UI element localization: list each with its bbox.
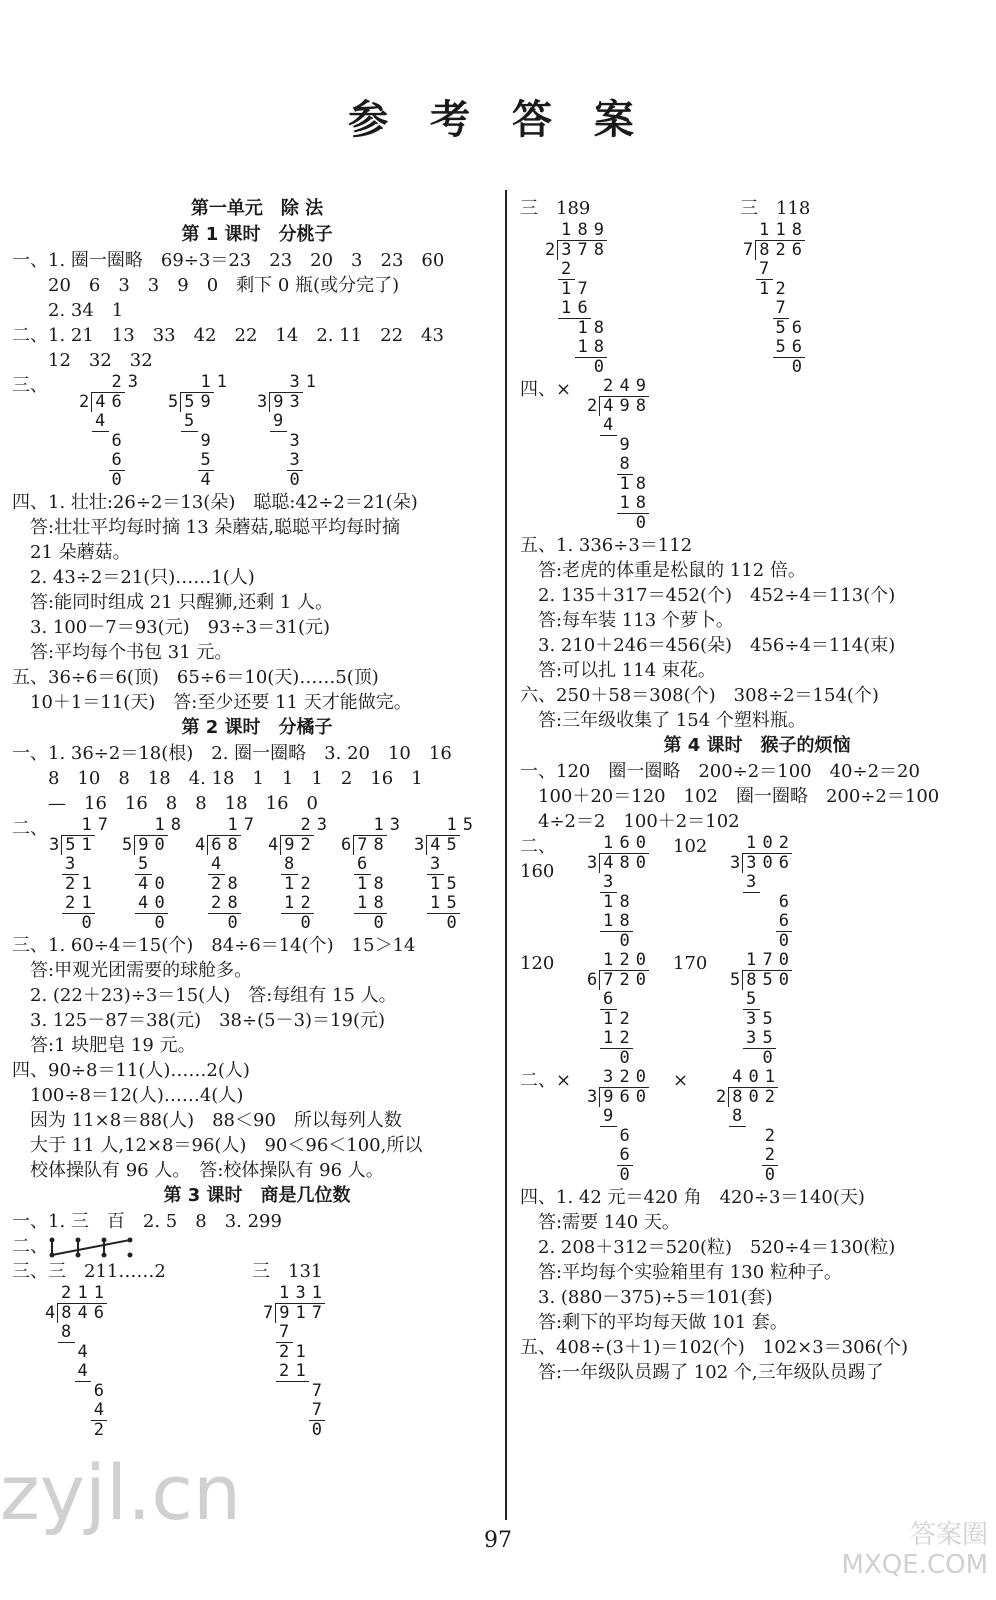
column-divider bbox=[505, 190, 507, 1520]
text-line: 答:壮壮平均每时摘 13 朵蘑菇,聪聪平均每时摘 bbox=[12, 517, 401, 538]
unit-heading: 第一单元 除 法 bbox=[190, 198, 324, 219]
text-line: 四、90÷8＝11(人)……2(人) bbox=[12, 1060, 250, 1081]
division-group bbox=[252, 1259, 349, 1440]
text-line: 3. 125－87＝38(元) 38÷(5－3)＝19(元) bbox=[12, 1010, 385, 1031]
section-label: 二、 bbox=[12, 818, 48, 839]
lesson-3-heading: 第 3 课时 商是几位数 bbox=[163, 1185, 351, 1206]
text-line: 20 6 3 3 9 0 剩下 0 瓶(或分完了) bbox=[12, 275, 400, 296]
text-line: 3. 100－7＝93(元) 93÷3＝31(元) bbox=[12, 617, 331, 638]
long-division: 1 7 3 5 1 3 2 1 2 1 0 bbox=[49, 815, 108, 933]
long-division: 2 4 9 2 4 9 8 4 9 8 1 8 1 8 0 bbox=[584, 377, 649, 533]
long-division: 1 6 0 3 4 8 0 3 1 8 1 8 0 bbox=[584, 834, 649, 951]
text-line: 2. 34 1 bbox=[12, 300, 124, 321]
section-label: × bbox=[673, 1070, 689, 1091]
text-line: 一、120 圈一圈略 200÷2＝100 40÷2＝20 bbox=[520, 761, 920, 782]
division-group bbox=[740, 196, 829, 377]
text-line: 二、1. 21 13 33 42 22 14 2. 11 22 43 bbox=[12, 325, 444, 346]
long-division: 1 3 1 7 9 1 7 7 2 1 2 1 7 7 0 bbox=[260, 1284, 325, 1440]
text-line: 2. 43÷2＝21(只)……1(人) bbox=[12, 567, 255, 588]
lesson-2-lines bbox=[12, 741, 502, 816]
long-division-row bbox=[12, 816, 502, 933]
long-division: 1 8 9 2 3 7 8 2 1 7 1 6 1 8 1 8 0 bbox=[542, 221, 607, 377]
section-label: 三、三 211……2 bbox=[12, 1261, 166, 1282]
matching-lines-figure bbox=[48, 1235, 138, 1259]
section-label: 120 bbox=[520, 953, 555, 974]
long-division: 1 1 5 5 9 5 9 5 4 bbox=[168, 372, 227, 490]
text-line: 答:老虎的体重是松鼠的 112 倍。 bbox=[520, 560, 806, 581]
text-line: — 16 16 8 8 18 16 0 bbox=[12, 793, 318, 814]
text-line: 100＋20＝120 102 圈一圈略 200÷2＝100 bbox=[520, 786, 940, 807]
section-label: 170 bbox=[673, 953, 708, 974]
section-label: 四、× bbox=[520, 379, 572, 400]
page-title: 参 考 答 案 bbox=[348, 96, 648, 143]
long-division-row bbox=[520, 834, 994, 951]
right-answers-1 bbox=[520, 533, 994, 733]
section-label: 三 189 bbox=[520, 198, 591, 219]
text-line: 答:剩下的平均每天做 101 套。 bbox=[520, 1312, 788, 1333]
long-division: 2 3 4 9 2 8 1 2 1 2 0 bbox=[268, 815, 327, 933]
text-line: 校体操队有 96 人。 答:校体操队有 96 人。 bbox=[12, 1160, 384, 1181]
right-answers-2 bbox=[520, 1185, 994, 1385]
long-division: 1 1 8 7 8 2 6 7 1 2 7 5 6 5 6 0 bbox=[740, 221, 805, 377]
long-division: 3 1 3 9 3 9 3 3 0 bbox=[257, 372, 316, 490]
long-division: 2 3 2 4 6 4 6 6 0 bbox=[79, 372, 138, 490]
long-division: 1 3 6 7 8 6 1 8 1 8 0 bbox=[341, 815, 400, 933]
long-division: 1 7 0 5 8 5 0 5 3 5 3 5 0 bbox=[727, 951, 792, 1068]
lesson-2-heading: 第 2 课时 分橘子 bbox=[181, 717, 333, 738]
left-column bbox=[12, 196, 502, 1440]
section-label: 三 118 bbox=[740, 198, 811, 219]
text-line: 四、1. 42 元＝420 角 420÷3＝140(天) bbox=[520, 1187, 865, 1208]
text-line: 答:可以扎 114 束花。 bbox=[520, 660, 716, 681]
section-label: 二、× bbox=[520, 1070, 572, 1091]
text-line: 一、1. 36÷2＝18(根) 2. 圈一圈略 3. 20 10 16 bbox=[12, 743, 452, 764]
text-line: 大于 11 人,12×8＝96(人) 90＜96＜100,所以 bbox=[12, 1135, 423, 1156]
lesson-2-answers bbox=[12, 933, 502, 1183]
watermark-right: 答案圈 MXQE.COM bbox=[841, 1520, 988, 1580]
long-division: 1 7 4 6 8 4 2 8 2 8 0 bbox=[195, 815, 254, 933]
text-line: 2. (22＋23)÷3＝15(人) 答:每组有 15 人。 bbox=[12, 985, 397, 1006]
section-label: 102 bbox=[673, 836, 708, 857]
text-line: 答:一年级队员踢了 102 个,三年级队员踢了 bbox=[520, 1362, 884, 1383]
text-line: 12 32 32 bbox=[12, 350, 153, 371]
long-division: 1 8 5 9 0 5 4 0 4 0 0 bbox=[122, 815, 181, 933]
text-line: 答:能同时组成 21 只醒狮,还剩 1 人。 bbox=[12, 592, 334, 613]
lesson-1-answers bbox=[12, 490, 502, 715]
text-line: 100÷8＝12(人)……4(人) bbox=[12, 1085, 244, 1106]
text-line: 3. 210＋246＝456(朵) 456÷4＝114(束) bbox=[520, 635, 896, 656]
text-line: 2. 208＋312＝520(粒) 520÷4＝130(粒) bbox=[520, 1237, 896, 1258]
text-line: 答:三年级收集了 154 个塑料瓶。 bbox=[520, 710, 806, 731]
text-line: 三、1. 60÷4＝15(个) 84÷6＝14(个) 15＞14 bbox=[12, 935, 416, 956]
text-line: 答:平均每个实验箱里有 130 粒种子。 bbox=[520, 1262, 842, 1283]
text-line: 10＋1＝11(天) 答:至少还要 11 天才能做完。 bbox=[12, 692, 412, 713]
text-line: 答:每车装 113 个萝卜。 bbox=[520, 610, 734, 631]
text-line: 一、1. 圈一圈略 69÷3＝23 23 20 3 23 60 bbox=[12, 250, 445, 271]
text-line: 3. (880－375)÷5＝101(套) bbox=[520, 1287, 773, 1308]
section-label: 三 131 bbox=[252, 1261, 323, 1282]
section-label: 三、 bbox=[12, 375, 48, 396]
lesson-1-lines bbox=[12, 248, 502, 373]
text-line: 答:1 块肥皂 19 元。 bbox=[12, 1035, 196, 1056]
text-line: 4÷2＝2 100＋2＝102 bbox=[520, 811, 740, 832]
long-division-row bbox=[520, 951, 994, 1068]
long-division: 4 0 1 2 8 0 2 8 2 2 0 bbox=[713, 1068, 778, 1185]
text-line: 六、250＋58＝308(个) 308÷2＝154(个) bbox=[520, 685, 879, 706]
long-division: 1 2 0 6 7 2 0 6 1 2 1 2 0 bbox=[584, 951, 649, 1068]
page-number: 97 bbox=[484, 1528, 512, 1553]
text-line: 五、1. 336÷3＝112 bbox=[520, 535, 693, 556]
text-line: 答:甲观光团需要的球舱多。 bbox=[12, 960, 253, 981]
matching-line bbox=[12, 1234, 502, 1259]
text-line: 答:需要 140 天。 bbox=[520, 1212, 680, 1233]
division-group bbox=[12, 1259, 252, 1440]
long-division-row bbox=[520, 196, 994, 377]
text-line: 五、408÷(3＋1)＝102(个) 102×3＝306(个) bbox=[520, 1337, 909, 1358]
long-division-row bbox=[520, 1068, 994, 1185]
lesson-1-heading: 第 1 课时 分桃子 bbox=[181, 224, 333, 245]
section-label: 二、160 bbox=[520, 836, 556, 882]
long-division-row bbox=[520, 377, 994, 533]
long-division-row bbox=[12, 373, 502, 490]
text-line: 因为 11×8＝88(人) 88＜90 所以每列人数 bbox=[12, 1110, 402, 1131]
section-label: 二、 bbox=[12, 1236, 48, 1257]
long-division: 1 5 3 4 5 3 1 5 1 5 0 bbox=[414, 815, 473, 933]
text-line: 8 10 8 18 4. 18 1 1 1 2 16 1 bbox=[12, 768, 423, 789]
text-line: 四、1. 壮壮:26÷2＝13(朵) 聪聪:42÷2＝21(朵) bbox=[12, 492, 418, 513]
text-line: 21 朵蘑菇。 bbox=[12, 542, 131, 563]
text-line: 2. 135＋317＝452(个) 452÷4＝113(个) bbox=[520, 585, 896, 606]
long-division: 2 1 1 4 8 4 6 8 4 4 6 4 2 bbox=[42, 1284, 107, 1440]
long-division: 3 2 0 3 9 6 0 9 6 6 0 bbox=[584, 1068, 649, 1185]
long-division-row bbox=[12, 1259, 502, 1440]
division-group bbox=[520, 196, 740, 377]
right-column bbox=[520, 196, 994, 1385]
long-division: 1 0 2 3 3 0 6 3 6 6 0 bbox=[727, 834, 792, 951]
text-line: 答:平均每个书包 31 元。 bbox=[12, 642, 233, 663]
text-line: 一、1. 三 百 2. 5 8 3. 299 bbox=[12, 1211, 282, 1232]
text-line: 五、36÷6＝6(顶) 65÷6＝10(天)……5(顶) bbox=[12, 667, 379, 688]
lesson-4-heading: 第 4 课时 猴子的烦恼 bbox=[663, 735, 851, 756]
watermark-left: zyjl.cn bbox=[0, 1448, 242, 1537]
